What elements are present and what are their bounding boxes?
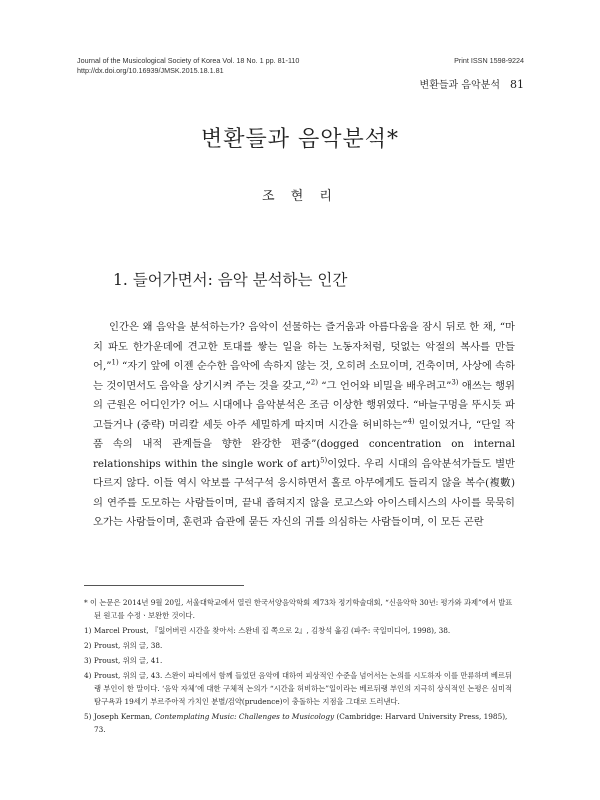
footnote-item: 1) Marcel Proust, 『잃어버린 시간을 찾아서: 스완네 집 쪽으로 2』, 김창석 옮김 (파주: 국일미디어, 1998), 38.	[84, 626, 451, 635]
footnotes	[84, 596, 516, 738]
journal-header	[77, 56, 299, 76]
running-title: 변환들과 음악분석	[419, 80, 500, 91]
book-title: Contemplating Music: Challenges to Musicology	[154, 712, 335, 721]
footnote-item: 3) Proust, 위의 글, 41.	[84, 656, 163, 665]
footnote-ref-1[interactable]: 1)	[111, 358, 119, 367]
doi-link[interactable]: http://dx.doi.org/10.16939/JMSK.2015.18.1.81	[77, 66, 224, 75]
footnote-item: 5) Joseph Kerman, Contemplating Music: Challenges to Musicology (Cambridge: Harvard University Press, 1985), 73.	[84, 712, 508, 734]
footnote-item: 4) Proust, 위의 글, 43. 스완이 파티에서 함께 들었던 음악에 대하여 피상적인 수준을 넘어서는 논의를 시도하자 이를 만류하며 베르뒤랭 부인이 한 말이다. ‘음악 자체’에 대한 구체적 논의가 “시간을 허비하는”일이라는 베르뒤랭 부인의 지극히 상식적인 논평은 심미적 탐구욕과 19세기 부르주아적 가치인 분별/검약(prudence)이 충돌하는 지점을 그대로 드러낸다.	[84, 671, 513, 706]
paper-title: 변환들과 음악분석*	[200, 127, 399, 152]
footnote-ref-4[interactable]: 4)	[407, 417, 415, 426]
footnote-ref-2[interactable]: 2)	[310, 378, 318, 387]
issn: Print ISSN 1598-9224	[454, 56, 524, 65]
body-paragraph: 인간은 왜 음악을 분석하는가? 음악이 선물하는 즐거움과 아름다움을 잠시 뒤로 한 채, “마치 파도 한가운데에 견고한 토대를 쌓는 일을 하는 노동자처럼, 덧없는 악절의 복사를 만들어,”$^{1)}$ “자기 앞에 이젠 순수한 음악에 속하지 않는 것, 오히려 소묘이며, 건축이며, 사상에 속하는 것이면서도 음악을 상기시켜 주는 것을 갖고,”$^{2)}$ “그 언어와 비밀을 배우려고”$^{3)}$ 애쓰는 행위의 근원은 어디인가? 어느 시대에나 음악분석은 조금 이상한 행위였다. “바늘구멍을 뚜시듯 파고들거나 (중략) 머리칼 세듯 아주 세밀하게 따지며 시간을 허비하는”$^{4)}$ 일이었거나, “단일 작품 속의 내적 관계들을 향한 완강한 편중”(dogged concentration on internal relationships within the single work of art)$^{5)}$이었다. 우리 시대의 음악분석가들도 별반 다르지 않다. 이들 역시 악보를 구석구석 응시하면서 홀로 아무에게도 들리지 않을 복수(複數)의 연주를 도모하는 사람들이며, 끝내 좁혀지지 않을 로고스와 아이스테시스의 사이를 묵묵히 오가는 사람들이며, 훈련과 습관에 묻든 자신의 귀를 의심하는 사람들이며, 이 모든 곤란	[93, 321, 516, 528]
author-name: 조 현 리	[262, 189, 338, 204]
footnote-item: * 이 논문은 2014년 9월 20일, 서울대학교에서 열린 한국서양음악학회 제73차 정기학술대회, “신음악학 30년: 평가와 과제”에서 발표된 원고를 수정ㆍ보완한 것이다.	[84, 598, 513, 620]
footnote-ref-5[interactable]: 5)	[320, 456, 328, 465]
section-heading: 1. 들어가면서: 음악 분석하는 인간	[113, 271, 348, 289]
page-number: 81	[510, 78, 524, 91]
body-text	[93, 318, 515, 533]
footnote-divider	[84, 585, 244, 586]
running-header	[420, 76, 524, 91]
footnote-ref-3[interactable]: 3)	[451, 378, 459, 387]
footnote-item: 2) Proust, 위의 글, 38.	[84, 641, 163, 650]
journal-citation: Journal of the Musicological Society of Korea Vol. 18 No. 1 pp. 81-110	[77, 56, 300, 65]
